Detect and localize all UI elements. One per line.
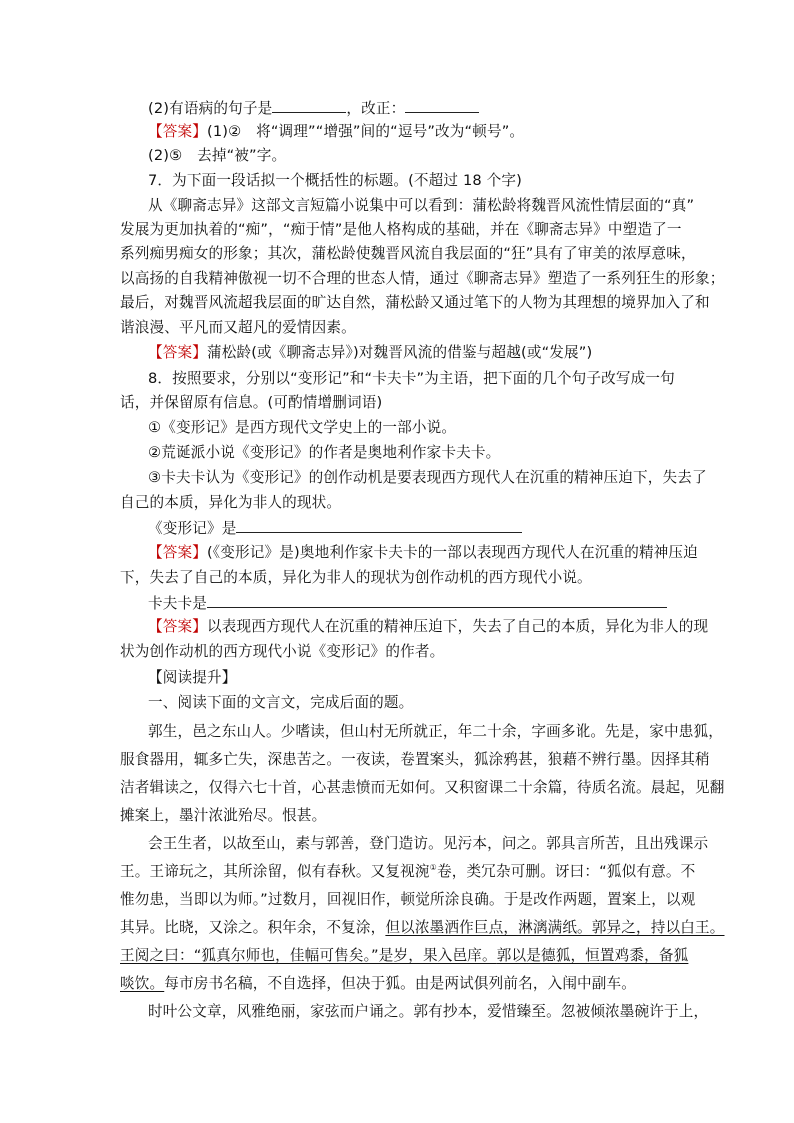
q8-sentence-1: ①《变形记》是西方现代文学史上的一部小说。 [148,419,457,436]
passage-line: 王。王谛玩之，其所涂留，似有春秋。又复视涴①卷，类冗杂可删。讶曰：“狐似有意。不 [120,863,696,880]
q7-passage-line: 系列痴男痴女的形象；其次，蒲松龄使魏晋风流自我层面的“狂”具有了审美的浓厚意味， [120,245,696,262]
q7-answer: 【答案】蒲松龄(或《聊斋志异》)对魏晋风流的借鉴与超越(或“发展”) [148,344,593,361]
q7-passage-line: 发展为更加执着的“痴”，“痴于情”是他人格构成的基础，并在《聊斋志异》中塑造了一 [120,221,682,238]
q8-question-line: 8．按照要求，分别以“变形记”和“卡夫卡”为主语，把下面的几个句子改写成一句 [148,370,675,387]
answer-blank[interactable] [236,518,522,533]
q7-question: 7．为下面一段话拟一个概括性的标题。(不超过 18 个字) [148,172,522,189]
answer-tag: 【答案】 [148,123,207,140]
passage-line: 其异。比晓，又涂之。积年余，不复涂，但以浓墨洒作巨点，淋漓满纸。郭异之，持以白王。 [120,919,725,936]
q8-answer-2: 【答案】以表现西方现代人在沉重的精神压迫下，失去了自己的本质，异化为非人的现 [148,618,709,635]
q8-sentence-3-cont: 自己的本质，异化为非人的现状。 [120,494,342,511]
q6-part2-question: (2)有语病的句子是 ，改正： [148,98,708,119]
q6-answer-1: 【答案】(1)② 将“调理”“增强”间的“逗号”改为“顿号”。 [148,123,525,140]
q7-passage-line: 谐浪漫、平凡而又超凡的爱情因素。 [120,319,356,336]
passage-line [120,946,689,966]
q8-answer-1: 【答案】(《变形记》是)奥地利作家卡夫卡的一部以表现西方现代人在沉重的精神压迫 [148,544,698,561]
underlined-sentence: 啖饮。 [120,975,165,992]
passage-line: 服食器用，辄多亡失，深患苦之。一夜读，卷置案头，狐涂鸦甚，狼藉不辨行墨。因择其稍 [120,751,710,768]
q8-blank-1: 《变形记》是 [148,518,708,539]
section-title: 【阅读提升】 [148,669,237,686]
passage-line: 摊案上，墨汁浓泚殆尽。恨甚。 [120,807,327,824]
underlined-sentence: 王阅之曰：“狐真尔师也，佳幅可售矣。”是岁，果入邑庠。 [120,947,497,964]
passage-line: 啖饮。每市房书名稿，不自选择，但决于狐。由是两试俱列前名，入闱中副车。 [120,975,637,992]
answer-blank[interactable] [272,98,346,113]
q7-passage-line: 以高扬的自我精神傲视一切不合理的世态人情，通过《聊斋志异》塑造了一系列狂生的形象； [120,270,725,287]
q6-answer-2: (2)⑤ 去掉“被”字。 [148,147,287,164]
answer-tag: 【答案】 [148,344,207,361]
q8-question-line: 话，并保留原有信息。(可酌情增删词语) [120,394,383,411]
footnote-marker[interactable]: ① [429,863,437,873]
passage-line: 洁者辑读之，仅得六七十首，心甚恚愤而无如何。又积窗课二十余篇，待质名流。晨起，见翻 [120,779,725,796]
reading-instruction: 一、阅读下面的文言文，完成后面的题。 [148,694,414,711]
answer-blank[interactable] [405,98,479,113]
passage-line: 会王生者，以故至山，素与郭善，登门造访。见污本，问之。郭具言所苦，且出残课示 [148,835,709,852]
q8-answer-2-cont: 状为创作动机的西方现代小说《变形记》的作者。 [120,643,445,660]
answer-blank[interactable] [207,593,667,608]
answer-tag: 【答案】 [148,544,207,561]
q8-blank-2: 卡夫卡是 [148,593,708,614]
passage-line: 郭生，邑之东山人。少嗜读，但山村无所就正，年二十余，字画多讹。先是，家中患狐， [148,723,724,740]
q8-sentence-2: ②荒诞派小说《变形记》的作者是奥地利作家卡夫卡。 [148,444,501,461]
q7-passage-line: 从《聊斋志异》这部文言短篇小说集中可以看到：蒲松龄将魏晋风流性情层面的“真” [148,197,695,214]
q8-answer-1-cont: 下，失去了自己的本质，异化为非人的现状为创作动机的西方现代小说。 [120,569,592,586]
q7-passage-line: 最后，对魏晋风流超我层面的旷达自然，蒲松龄又通过笔下的人物为其理想的境界加入了和 [120,294,710,311]
underlined-sentence: 郭以是德狐，恒置鸡黍，备狐 [496,947,689,964]
underlined-sentence: 但以浓墨洒作巨点，淋漓满纸。郭异之，持以白王。 [385,919,725,936]
q8-sentence-3: ③卡夫卡认为《变形记》的创作动机是要表现西方现代人在沉重的精神压迫下，失去了 [148,469,707,486]
answer-tag: 【答案】 [148,618,207,635]
passage-line: 惟勿患，当即以为师。”过数月，回视旧作，顿觉所涂良确。于是改作两题，置案上，以观 [120,891,696,908]
passage-line: 时叶公文章，风雅绝丽，家弦而户诵之。郭有抄本，爱惜臻至。忽被倾浓墨碗许于上， [148,1003,709,1020]
